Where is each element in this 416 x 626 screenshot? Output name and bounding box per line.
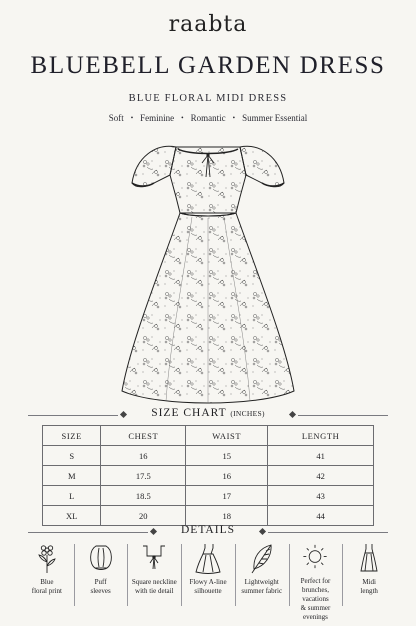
detail-caption: Puff sleeves xyxy=(90,578,111,595)
table-row xyxy=(43,486,374,506)
chest-cell: 16 xyxy=(101,446,186,466)
bullet-icon: • xyxy=(232,114,236,122)
column-header: CHEST xyxy=(101,426,186,446)
table-row xyxy=(43,446,374,466)
size-chart-heading xyxy=(0,407,416,423)
table-row xyxy=(43,506,374,526)
tag: Summer Essential xyxy=(242,113,308,123)
table-row xyxy=(43,466,374,486)
size-cell: L xyxy=(43,486,101,506)
detail-item-a-line xyxy=(181,540,235,622)
detail-caption: Perfect for brunches, vacations & summer evenings xyxy=(300,577,331,621)
size-chart-unit: (INCHES) xyxy=(230,409,265,418)
waist-cell: 16 xyxy=(186,466,268,486)
waist-cell: 17 xyxy=(186,486,268,506)
detail-item-floral-print xyxy=(20,540,74,622)
waist-cell: 18 xyxy=(186,506,268,526)
table-header-row xyxy=(43,426,374,446)
flower-icon xyxy=(32,542,62,574)
square-neckline-icon xyxy=(139,542,169,574)
tag: Feminine xyxy=(140,113,175,123)
size-chart-table xyxy=(42,425,374,526)
detail-item-puff-sleeves xyxy=(74,540,128,622)
bullet-icon: • xyxy=(130,114,134,122)
details-list xyxy=(20,540,396,622)
bullet-icon: • xyxy=(181,114,184,122)
detail-caption: Blue floral print xyxy=(31,578,62,595)
brand-name: raabta xyxy=(168,12,248,37)
detail-caption: Lightweight summer fabric xyxy=(241,578,283,595)
length-cell: 41 xyxy=(268,446,374,466)
detail-item-square-neckline xyxy=(127,540,181,622)
length-cell: 42 xyxy=(268,466,374,486)
puff-sleeve-icon xyxy=(86,542,116,574)
size-cell: M xyxy=(43,466,101,486)
style-tags xyxy=(0,113,416,123)
page-title: BLUEBELL GARDEN DRESS xyxy=(30,52,386,79)
detail-caption: Midi length xyxy=(360,578,378,595)
column-header: SIZE xyxy=(43,426,101,446)
details-heading xyxy=(0,524,416,540)
length-cell: 44 xyxy=(268,506,374,526)
size-chart-title: SIZE CHART xyxy=(151,407,227,419)
a-line-dress-icon xyxy=(193,542,223,574)
detail-item-lightweight-fabric xyxy=(235,540,289,622)
size-cell: S xyxy=(43,446,101,466)
tag: Romantic xyxy=(190,113,226,123)
detail-caption: Square neckline with tie detail xyxy=(131,578,177,595)
size-cell: XL xyxy=(43,506,101,526)
length-cell: 43 xyxy=(268,486,374,506)
detail-item-occasions xyxy=(289,540,343,622)
column-header: LENGTH xyxy=(268,426,374,446)
waist-cell: 15 xyxy=(186,446,268,466)
midi-dress-icon xyxy=(354,542,384,574)
sun-icon xyxy=(300,542,330,573)
feather-icon xyxy=(247,542,277,574)
tag: Soft xyxy=(108,113,124,123)
chest-cell: 18.5 xyxy=(101,486,186,506)
chest-cell: 20 xyxy=(101,506,186,526)
chest-cell: 17.5 xyxy=(101,466,186,486)
column-header: WAIST xyxy=(186,426,268,446)
product-subtitle: BLUE FLORAL MIDI DRESS xyxy=(128,93,288,104)
detail-caption: Flowy A-line silhouette xyxy=(189,578,227,595)
details-title: DETAILS xyxy=(181,524,235,536)
detail-item-midi-length xyxy=(342,540,396,622)
dress-illustration xyxy=(118,135,298,413)
